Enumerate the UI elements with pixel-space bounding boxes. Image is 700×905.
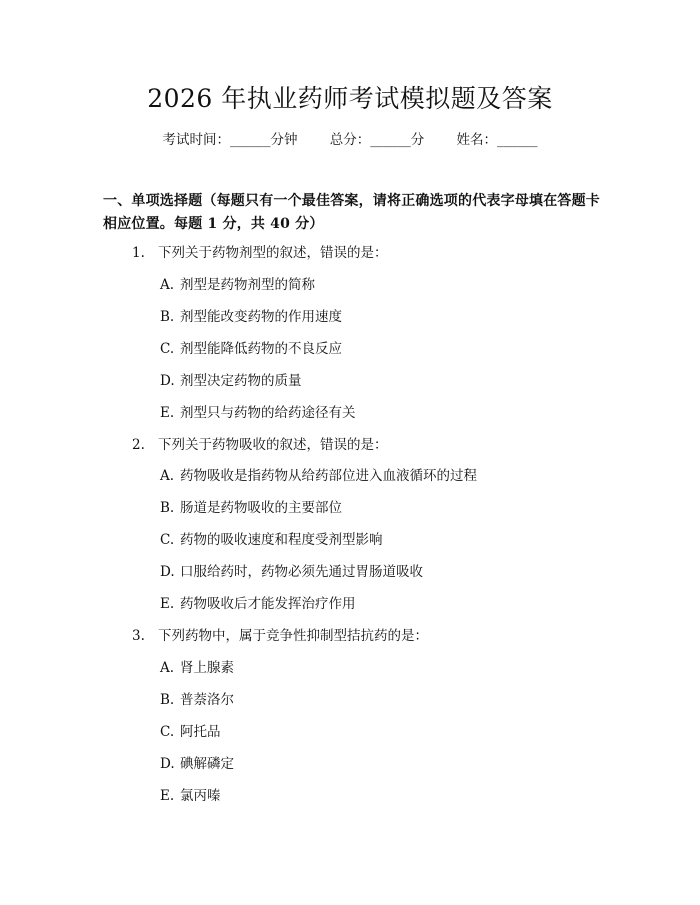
question-text: 下列药物中，属于竞争性抑制型拮抗药的是：: [158, 628, 428, 644]
option-2a: [160, 465, 477, 487]
option-letter: C.: [160, 532, 175, 548]
option-text: 碘解磷定: [180, 756, 234, 772]
exam-info-line: [0, 129, 700, 151]
option-letter: A.: [160, 277, 175, 293]
section-heading-line-1: 一、单项选择题（每题只有一个最佳答案，请将正确选项的代表字母填在答题卡: [103, 193, 600, 209]
option-letter: D.: [160, 756, 175, 772]
option-1b: [160, 306, 342, 328]
option-1c: [160, 338, 342, 360]
option-3b: [160, 689, 234, 711]
option-letter: D.: [160, 373, 175, 389]
question-1: [132, 242, 388, 264]
option-2b: [160, 497, 342, 519]
question-text: 下列关于药物吸收的叙述，错误的是：: [158, 437, 388, 453]
option-3a: [160, 657, 234, 679]
option-1e: [160, 402, 356, 424]
option-letter: E.: [160, 405, 175, 421]
option-letter: C.: [160, 724, 175, 740]
option-letter: B.: [160, 309, 175, 325]
total-score-field: 总分：______分: [329, 132, 425, 148]
option-2c: [160, 529, 383, 551]
option-letter: B.: [160, 500, 175, 516]
option-text: 剂型是药物剂型的简称: [180, 277, 315, 293]
option-text: 药物吸收是指药物从给药部位进入血液循环的过程: [180, 468, 477, 484]
option-text: 剂型能降低药物的不良反应: [180, 341, 342, 357]
option-letter: D.: [160, 564, 175, 580]
question-number: 2.: [132, 437, 145, 453]
question-3: [132, 625, 428, 647]
question-text: 下列关于药物剂型的叙述，错误的是：: [158, 245, 388, 261]
option-text: 阿托品: [180, 724, 221, 740]
option-letter: A.: [160, 660, 175, 676]
option-text: 氯丙嗪: [180, 788, 221, 804]
option-letter: A.: [160, 468, 175, 484]
option-2e: [160, 593, 356, 615]
option-text: 肾上腺素: [180, 660, 234, 676]
section-heading: [103, 190, 603, 236]
question-number: 1.: [132, 245, 145, 261]
option-text: 口服给药时，药物必须先通过胃肠道吸收: [180, 564, 423, 580]
exam-time-field: 考试时间：______分钟: [162, 132, 298, 148]
option-text: 药物吸收后才能发挥治疗作用: [180, 596, 356, 612]
option-letter: C.: [160, 341, 175, 357]
option-3c: [160, 721, 221, 743]
document-title: 2026 年执业药师考试模拟题及答案: [147, 84, 553, 113]
option-1a: [160, 274, 315, 296]
option-text: 肠道是药物吸收的主要部位: [180, 500, 342, 516]
name-field: 姓名：______: [456, 132, 538, 148]
option-text: 普萘洛尔: [180, 692, 234, 708]
option-letter: B.: [160, 692, 175, 708]
option-text: 剂型只与药物的给药途径有关: [180, 405, 356, 421]
option-3e: [160, 785, 221, 807]
option-1d: [160, 370, 302, 392]
section-heading-line-2: 相应位置。每题 1 分，共 40 分）: [103, 216, 324, 232]
option-text: 剂型能改变药物的作用速度: [180, 309, 342, 325]
option-text: 剂型决定药物的质量: [180, 373, 302, 389]
question-number: 3.: [132, 628, 145, 644]
option-letter: E.: [160, 788, 175, 804]
option-3d: [160, 753, 234, 775]
question-2: [132, 434, 388, 456]
option-2d: [160, 561, 423, 583]
option-text: 药物的吸收速度和程度受剂型影响: [180, 532, 383, 548]
option-letter: E.: [160, 596, 175, 612]
